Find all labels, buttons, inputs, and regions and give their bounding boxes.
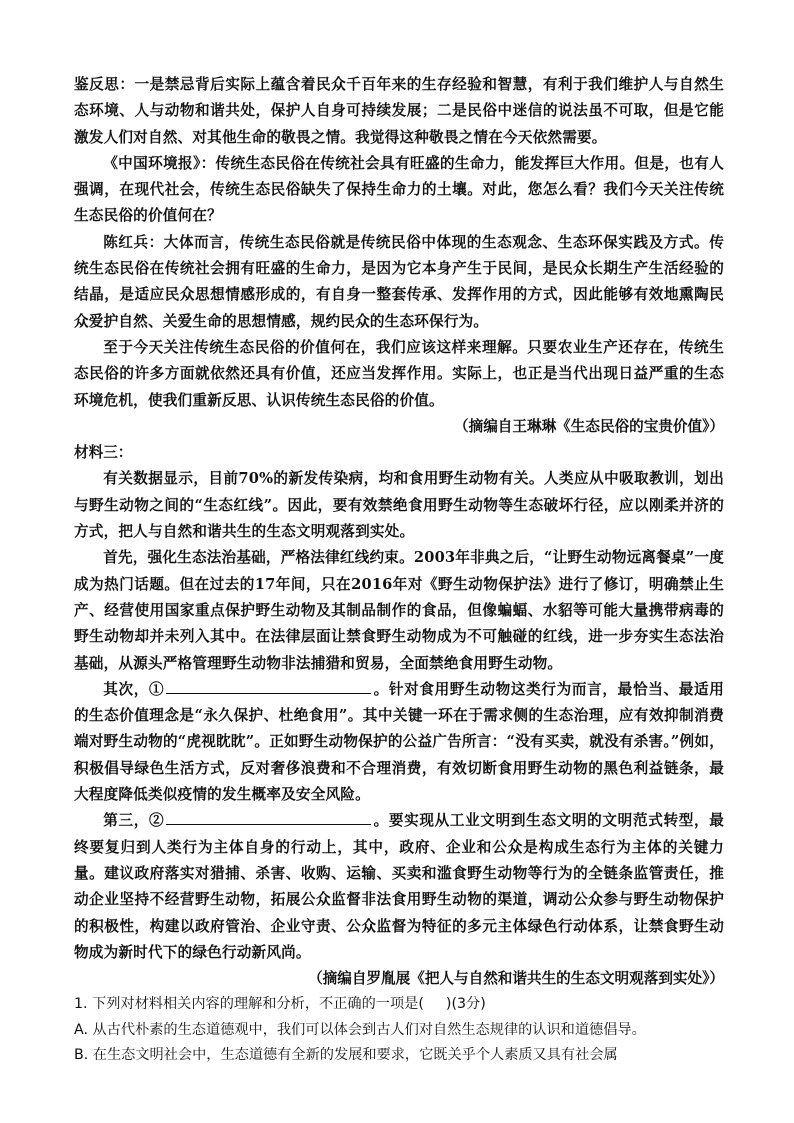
fill-blank-1[interactable] [166,679,371,694]
paragraph-1: 鉴反思：一是禁忌背后实际上蕴含着民众千百年来的生存经验和智慧，有利于我们维护人与自然生态环境、人与动物和谐共处，保护人自身可持续发展；二是民俗中迷信的说法虽不可取，但是它能激发人们对自然、对其他生命的敬畏之情。我觉得这种敬畏之情在今天依然需要。 [74,76,724,146]
source-citation-2: （摘编自罗胤展《把人与自然和谐共生的生态文明观落到实处》） [308,970,724,988]
fill-blank-2[interactable] [166,810,371,825]
paragraph-5: 有关数据显示，目前70%的新发传染病，均和食用野生动物有关。人类应从中吸取教训，划出与野生动物之间的“生态红线”。因此，要有效禁绝食用野生动物等生态破坏行径，应以刚柔并济的方式，把人与自然和谐共生的生态文明观落到实处。 [74,470,724,541]
paragraph-8-lead: 第三，② [103,812,165,830]
source-citation-1: （摘编自王琳琳《生态民俗的宝贵价值》） [454,417,724,435]
question-1-score: )(3分) [445,996,486,1013]
option-b: B. 在生态文明社会中，生态道德有全新的发展和要求，它既关乎个人素质又具有社会属 [74,1047,618,1064]
paragraph-7 [74,677,724,808]
paragraph-7-body: 。针对食用野生动物这类行为而言，最恰当、最适用的生态价值理念是“永久保护、杜绝食用”。其中关键一环在于需求侧的生态治理，应有效抑制消费端对野生动物的“虎视眈眈”。正如野生动物保护的公益广告所言：“没有买卖，就没有杀害。”例如，积极倡导绿色生活方式，反对奢侈浪费和不合理消费，有效切断食用野生动物的黑色利益链条，最大程度降低类似疫情的发生概率及安全风险。 [74,680,724,804]
section-label-material-3: 材料三： [74,444,133,462]
question-1 [74,992,724,1018]
paragraph-4: 至于今天关注传统生态民俗的价值何在，我们应该这样来理解。只要农业生产还存在，传统生态民俗的许多方面就依然还具有价值，还应当发挥作用。实际上，也正是当代出现日益严重的生态环境危机，使我们重新反思、认识传统生态民俗的价值。 [74,338,724,409]
paragraph-3: 陈红兵：大体而言，传统生态民俗就是传统民俗中体现的生态观念、生态环保实践及方式。传统生态民俗在传统社会拥有旺盛的生命力，是因为它本身产生于民间，是民众长期生产生活经验的结晶，是适应民众思想情感形成的，有自身一整套传承、发挥作用的方式，因此能够有效地熏陶民众爱护自然、关爱生命的思想情感，规约民众的生态环保行为。 [74,233,724,330]
question-1-stem: 1. 下列对材料相关内容的理解和分析，不正确的一项是( [74,996,424,1013]
paragraph-7-lead: 其次，① [103,680,165,698]
paragraph-8-body: 。要实现从工业文明到生态文明的文明范式转型，最终要复归到人类行为主体自身的行动上，其中，政府、企业和公众是构成生态行为主体的关键力量。建议政府落实对猎捕、杀害、收购、运输、买卖和滥食野生动物等行为的全链条监管责任，推动企业坚持不经营野生动物，拓展公众监督非法食用野生动物的渠道，调动公众参与野生动物保护的积极性，构建以政府管治、企业守责、公众监督为特征的多元主体绿色行动体系，让禁食野生动物成为新时代下的绿色行动新风尚。 [74,812,724,961]
paragraph-6: 首先，强化生态法治基础，严格法律红线约束。2003年非典之后，“让野生动物远离餐桌”一度成为热门话题。但在过去的17年间，只在2016年对《野生动物保护法》进行了修订，明确禁止生产、经营使用国家重点保护野生动物及其制品制作的食品，但像蝙蝠、水貂等可能大量携带病毒的野生动物却并未列入其中。在法律层面让禁食野生动物成为不可触碰的红线，进一步夯实生态法治基础，从源头严格管理野生动物非法捕猎和贸易，全面禁绝食用野生动物。 [74,549,724,672]
document-page [74,72,724,1069]
option-a: A. 从古代朴素的生态道德观中，我们可以体会到古人们对自然生态规律的认识和道德倡导。 [74,1021,646,1038]
paragraph-2: 《中国环境报》：传统生态民俗在传统社会具有旺盛的生命力，能发挥巨大作用。但是，也有人强调，在现代社会，传统生态民俗缺失了保持生命力的土壤。对此，您怎么看？我们今天关注传统生态民俗的价值何在？ [74,154,724,225]
paragraph-8 [74,808,724,966]
